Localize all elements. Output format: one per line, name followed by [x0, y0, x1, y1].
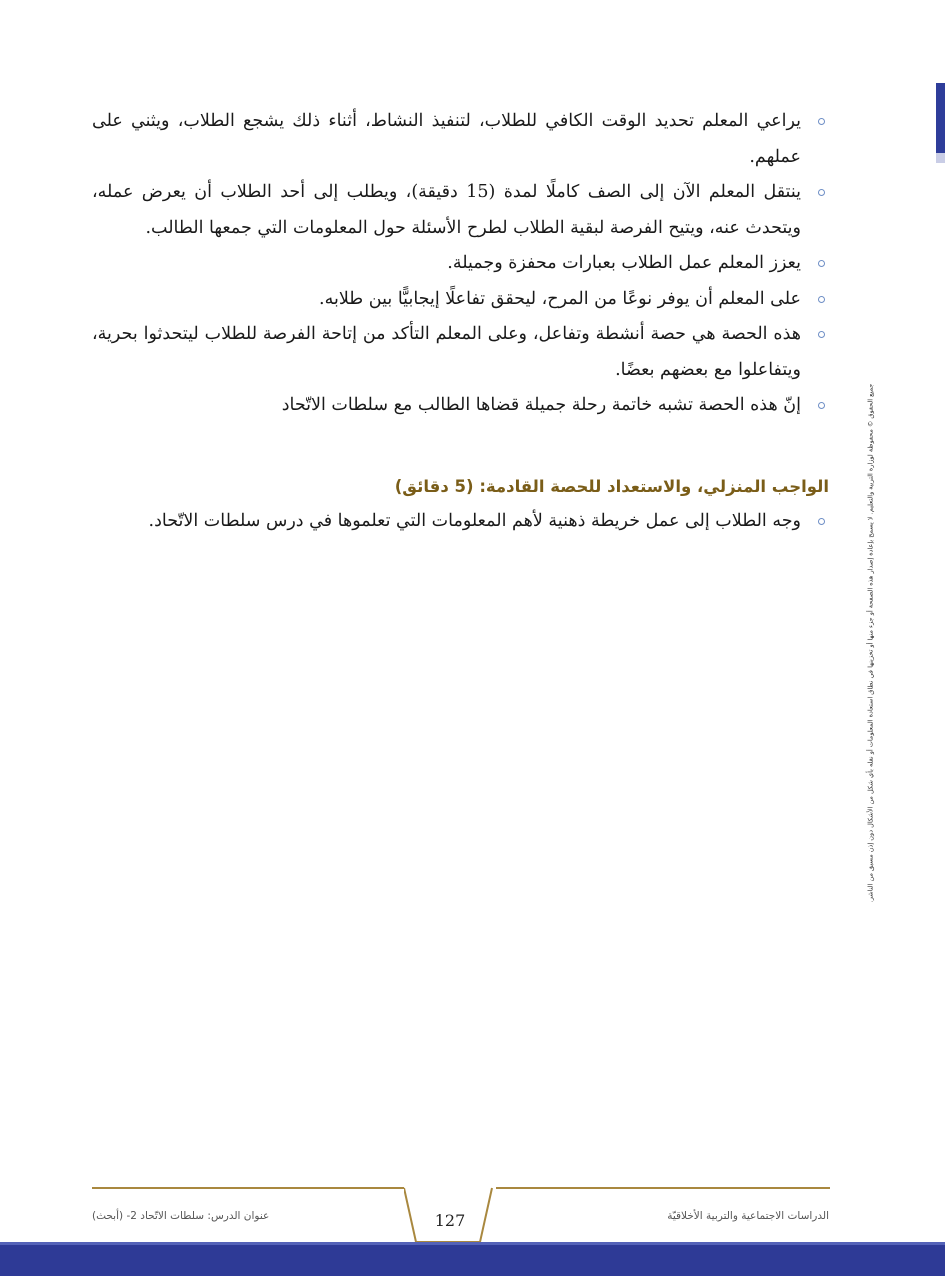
homework-bullets	[92, 504, 829, 540]
list-item-text: ينتقل المعلم الآن إلى الصف كاملًا لمدة (15 دقيقة)، ويطلب إلى أحد الطلاب أن يعرض عمله، ويتحدث عنه، ويتيح الفرصة لبقية الطلاب لطرح الأسئلة حول المعلومات التي جمعها الطالب.	[92, 182, 801, 238]
page-number: 127	[434, 1211, 466, 1230]
circle-bullet-icon	[818, 260, 825, 267]
circle-bullet-icon	[818, 518, 825, 525]
list-item-text: يعزز المعلم عمل الطلاب بعبارات محفزة وجميلة.	[447, 253, 801, 273]
circle-bullet-icon	[818, 402, 825, 409]
list-item-text: إنّ هذه الحصة تشبه خاتمة رحلة جميلة قضاها الطالب مع سلطات الاتّحاد	[281, 395, 801, 415]
footer-band	[0, 1242, 945, 1276]
copyright-notice	[858, 290, 882, 995]
list-item	[92, 317, 829, 388]
footer-band-highlight	[0, 1242, 945, 1245]
circle-bullet-icon	[818, 331, 825, 338]
book-title: الدراسات الاجتماعية والتربية الأخلاقيّة	[667, 1210, 829, 1222]
list-item	[92, 388, 829, 424]
list-item	[92, 104, 829, 175]
lesson-title: عنوان الدرس: سلطات الاتّحاد 2- (أبحث)	[92, 1210, 270, 1222]
side-tab-marker	[936, 83, 945, 153]
circle-bullet-icon	[818, 118, 825, 125]
list-item	[92, 282, 829, 318]
list-item	[92, 504, 829, 540]
list-item	[92, 175, 829, 246]
activity-bullets	[92, 104, 829, 424]
circle-bullet-icon	[818, 189, 825, 196]
list-item-text: وجه الطلاب إلى عمل خريطة ذهنية لأهم المعلومات التي تعلموها في درس سلطات الاتّحاد.	[148, 510, 801, 531]
list-item-text: هذه الحصة هي حصة أنشطة وتفاعل، وعلى المعلم التأكد من إتاحة الفرصة للطلاب ليتحدثوا بحرية، ويتفاعلوا مع بعضهم بعضًا.	[92, 324, 801, 380]
page-content	[92, 104, 829, 539]
list-item-text: يراعي المعلم تحديد الوقت الكافي للطلاب، لتنفيذ النشاط، أثناء ذلك يشجع الطلاب، ويثني على عملهم.	[92, 111, 801, 167]
list-item-text: على المعلم أن يوفر نوعًا من المرح، ليحقق تفاعلًا إيجابيًّا بين طلابه.	[319, 288, 801, 309]
list-item	[92, 246, 829, 282]
copyright-text: جميع الحقوق © محفوظة لوزارة التربية والتعليم. لا يسمح بإعادة إصدار هذه الصفحة أو جزء منها أو تخزينها في نطاق استعادة المعلومات أو نقله بأي شكل من الأشكال دون إذن مسبق من الناشر.	[866, 383, 874, 902]
circle-bullet-icon	[818, 296, 825, 303]
homework-heading: الواجب المنزلي، والاستعداد للحصة القادمة: (5 دقائق)	[394, 476, 829, 496]
side-tab-marker-light	[936, 153, 945, 163]
